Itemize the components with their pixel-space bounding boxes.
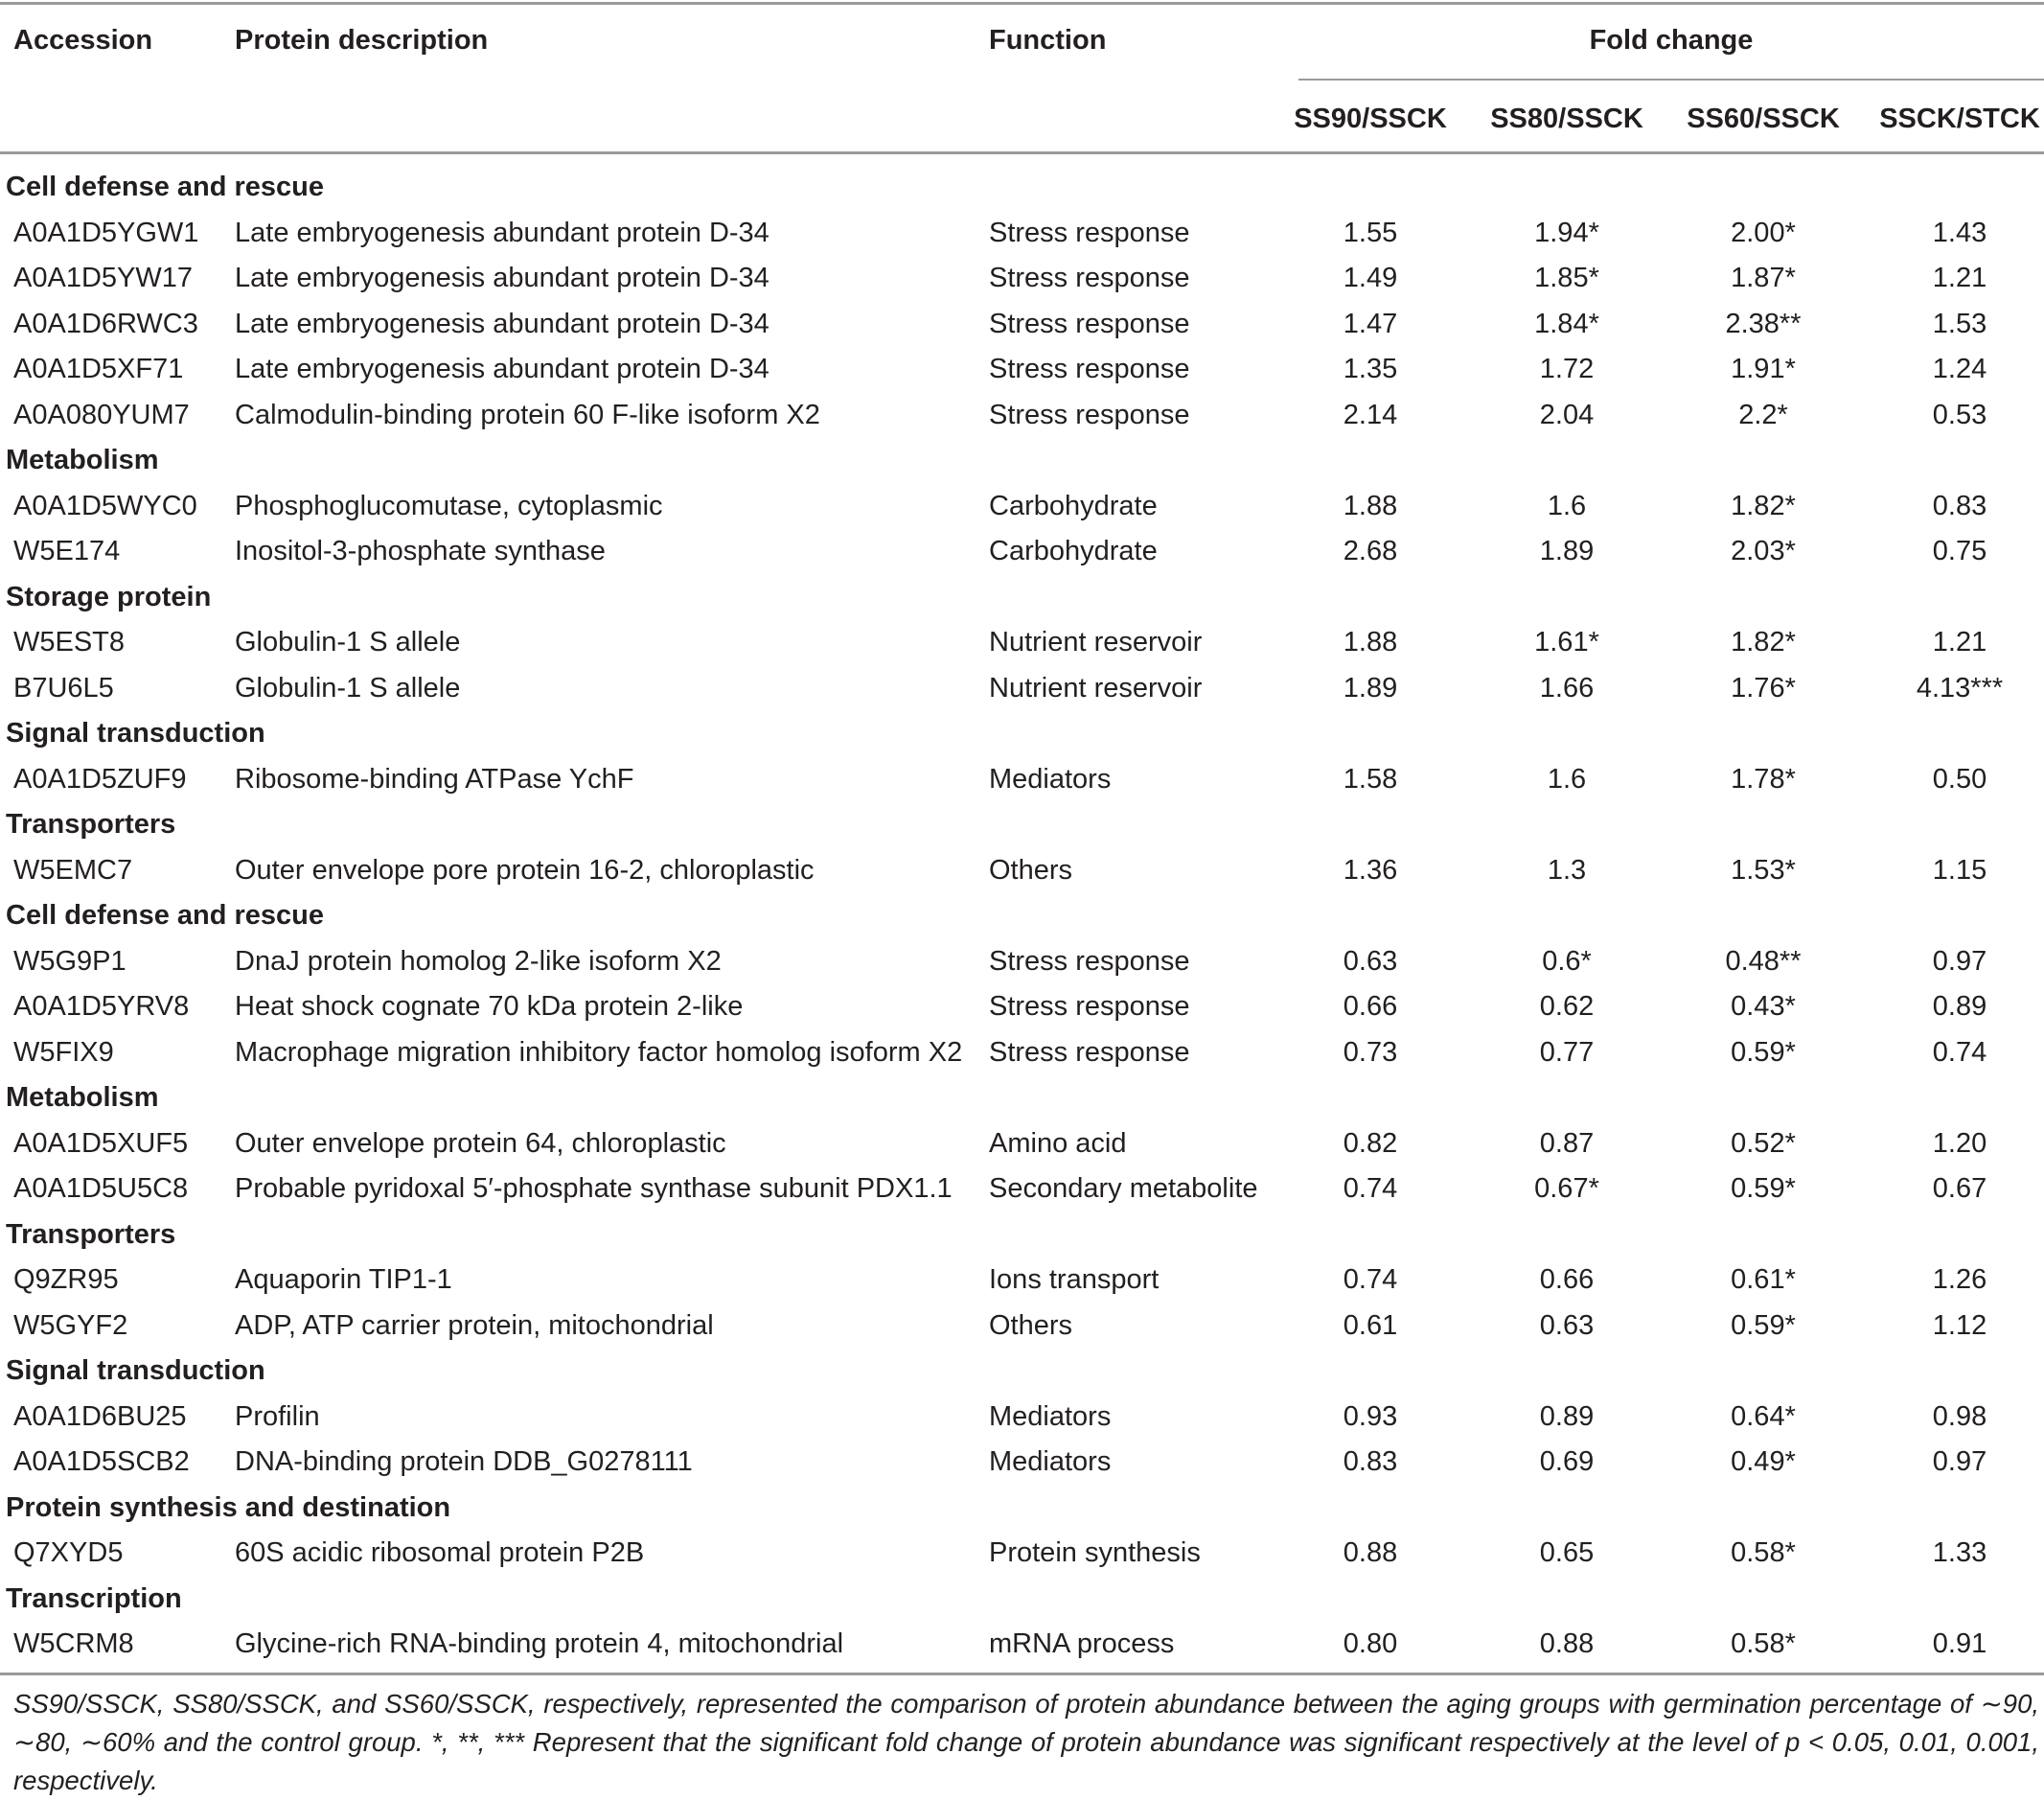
ss80-ssck-cell: 0.67*: [1534, 1173, 1599, 1204]
ss80-ssck-cell: 1.85*: [1534, 263, 1599, 293]
accession-cell: W5CRM8: [13, 1628, 134, 1659]
fold-change-rule: [1298, 79, 2044, 81]
function-cell: Secondary metabolite: [989, 1173, 1258, 1204]
function-cell: Protein synthesis: [989, 1537, 1201, 1568]
ssck-stck-cell: 0.53: [1932, 399, 1987, 430]
header-ssck-stck: SSCK/STCK: [1879, 104, 2040, 134]
ss80-ssck-cell: 1.61*: [1534, 627, 1599, 658]
bottom-rule: [0, 1673, 2044, 1675]
ss90-ssck-cell: 0.63: [1343, 945, 1398, 977]
ss60-ssck-cell: 1.53*: [1731, 854, 1796, 886]
ss60-ssck-cell: 0.48**: [1725, 945, 1802, 977]
ssck-stck-cell: 4.13***: [1916, 672, 2004, 704]
ss60-ssck-cell: 1.82*: [1731, 627, 1796, 658]
protein-description-cell: Probable pyridoxal 5′-phosphate synthase subunit PDX1.1: [235, 1173, 953, 1204]
ssck-stck-cell: 1.26: [1932, 1264, 1987, 1295]
protein-description-cell: DNA-binding protein DDB_G0278111: [235, 1446, 693, 1477]
ssck-stck-cell: 0.98: [1932, 1400, 1987, 1432]
header-fold-change: Fold change: [1589, 25, 1754, 56]
protein-description-cell: Profilin: [235, 1400, 320, 1432]
ss90-ssck-cell: 2.14: [1343, 399, 1398, 430]
ss90-ssck-cell: 0.82: [1343, 1127, 1398, 1159]
function-cell: Stress response: [989, 1036, 1190, 1068]
accession-cell: W5EMC7: [13, 854, 133, 886]
ss80-ssck-cell: 1.94*: [1534, 217, 1599, 248]
category-heading: Metabolism: [6, 445, 159, 475]
ssck-stck-cell: 0.97: [1932, 1446, 1987, 1477]
accession-cell: A0A1D5SCB2: [13, 1446, 190, 1477]
ss90-ssck-cell: 1.89: [1343, 672, 1398, 704]
ssck-stck-cell: 1.33: [1932, 1537, 1987, 1568]
ss60-ssck-cell: 0.43*: [1731, 991, 1796, 1022]
accession-cell: A0A1D5U5C8: [13, 1173, 189, 1204]
ss80-ssck-cell: 2.04: [1539, 399, 1595, 430]
function-cell: Others: [989, 1309, 1073, 1341]
ss90-ssck-cell: 0.80: [1343, 1628, 1398, 1659]
ss90-ssck-cell: 1.35: [1343, 354, 1398, 384]
protein-description-cell: Macrophage migration inhibitory factor homolog isoform X2: [235, 1036, 963, 1068]
protein-description-cell: Outer envelope protein 64, chloroplastic: [235, 1127, 726, 1159]
protein-description-cell: DnaJ protein homolog 2-like isoform X2: [235, 945, 722, 977]
header-protein-description: Protein description: [235, 25, 489, 56]
accession-cell: A0A1D5YW17: [13, 263, 193, 293]
accession-cell: A0A1D5ZUF9: [13, 763, 187, 795]
protein-description-cell: Late embryogenesis abundant protein D-34: [235, 354, 769, 384]
ssck-stck-cell: 1.53: [1932, 308, 1987, 339]
ss90-ssck-cell: 1.49: [1343, 263, 1398, 293]
ss60-ssck-cell: 0.59*: [1731, 1173, 1796, 1204]
ss60-ssck-cell: 2.2*: [1738, 399, 1788, 430]
header-ss60-ssck: SS60/SSCK: [1687, 104, 1840, 134]
ss60-ssck-cell: 0.58*: [1731, 1628, 1796, 1659]
accession-cell: A0A1D5XUF5: [13, 1127, 189, 1159]
protein-description-cell: Aquaporin TIP1-1: [235, 1264, 452, 1295]
ss90-ssck-cell: 1.88: [1343, 490, 1398, 521]
ss90-ssck-cell: 1.88: [1343, 627, 1398, 658]
ss80-ssck-cell: 1.66: [1539, 672, 1595, 704]
protein-description-cell: Late embryogenesis abundant protein D-34: [235, 308, 769, 339]
ss60-ssck-cell: 2.03*: [1731, 536, 1796, 566]
table-footnote: SS90/SSCK, SS80/SSCK, and SS60/SSCK, respectively, represented the comparison of protein abundance between the aging groups with germination percentage of ∼90, ∼80, ∼60% and the control group. *, **, *** Represent that the significant fold change of protein abundance was significant respectively at the level of p < 0.05, 0.01, 0.001, respectively.: [13, 1689, 2039, 1795]
function-cell: Stress response: [989, 217, 1190, 248]
ss80-ssck-cell: 0.89: [1539, 1400, 1595, 1432]
top-rule: [0, 2, 2044, 5]
function-cell: Stress response: [989, 399, 1190, 430]
category-heading: Signal transduction: [6, 718, 265, 749]
ssck-stck-cell: 1.43: [1932, 217, 1987, 248]
protein-description-cell: Late embryogenesis abundant protein D-34: [235, 263, 769, 293]
function-cell: Stress response: [989, 354, 1190, 384]
ss80-ssck-cell: 0.77: [1539, 1036, 1595, 1068]
protein-description-cell: Heat shock cognate 70 kDa protein 2-like: [235, 991, 744, 1022]
protein-description-cell: Inositol-3-phosphate synthase: [235, 536, 606, 566]
function-cell: Amino acid: [989, 1127, 1127, 1159]
ssck-stck-cell: 0.74: [1932, 1036, 1987, 1068]
protein-description-cell: Globulin-1 S allele: [235, 672, 461, 704]
ss90-ssck-cell: 0.73: [1343, 1036, 1398, 1068]
accession-cell: A0A080YUM7: [13, 399, 190, 430]
protein-description-cell: Calmodulin-binding protein 60 F-like isoform X2: [235, 399, 820, 430]
ssck-stck-cell: 1.21: [1932, 627, 1987, 658]
category-heading: Metabolism: [6, 1082, 159, 1113]
accession-cell: W5GYF2: [13, 1309, 128, 1341]
ss90-ssck-cell: 0.66: [1343, 991, 1398, 1022]
ss80-ssck-cell: 1.6: [1547, 763, 1587, 795]
ss90-ssck-cell: 0.74: [1343, 1173, 1398, 1204]
ss60-ssck-cell: 0.52*: [1731, 1127, 1796, 1159]
ss60-ssck-cell: 0.49*: [1731, 1446, 1796, 1477]
accession-cell: Q7XYD5: [13, 1537, 124, 1568]
ssck-stck-cell: 1.12: [1932, 1309, 1987, 1341]
ss90-ssck-cell: 1.47: [1343, 308, 1398, 339]
accession-cell: A0A1D6RWC3: [13, 308, 198, 339]
protein-description-cell: Outer envelope pore protein 16-2, chloroplastic: [235, 854, 815, 886]
accession-cell: A0A1D5XF71: [13, 354, 184, 384]
ss90-ssck-cell: 0.88: [1343, 1537, 1398, 1568]
accession-cell: A0A1D6BU25: [13, 1400, 187, 1432]
accession-cell: Q9ZR95: [13, 1264, 119, 1295]
ss60-ssck-cell: 0.59*: [1731, 1309, 1796, 1341]
ss80-ssck-cell: 0.65: [1539, 1537, 1595, 1568]
ss80-ssck-cell: 1.89: [1539, 536, 1595, 566]
function-cell: Mediators: [989, 1400, 1112, 1432]
ss60-ssck-cell: 1.82*: [1731, 490, 1796, 521]
header-ss80-ssck: SS80/SSCK: [1490, 104, 1643, 134]
accession-cell: W5E174: [13, 536, 121, 566]
ss90-ssck-cell: 1.55: [1343, 217, 1398, 248]
accession-cell: W5FIX9: [13, 1036, 114, 1068]
ss80-ssck-cell: 0.63: [1539, 1309, 1595, 1341]
function-cell: Ions transport: [989, 1264, 1160, 1295]
ss90-ssck-cell: 0.93: [1343, 1400, 1398, 1432]
accession-cell: W5EST8: [13, 627, 126, 658]
header-bottom-rule: [0, 151, 2044, 154]
ss80-ssck-cell: 1.84*: [1534, 308, 1599, 339]
ssck-stck-cell: 0.89: [1932, 991, 1987, 1022]
ss60-ssck-cell: 1.76*: [1731, 672, 1796, 704]
header-accession: Accession: [13, 25, 153, 56]
category-heading: Signal transduction: [6, 1355, 265, 1386]
protein-description-cell: Glycine-rich RNA-binding protein 4, mitochondrial: [235, 1628, 844, 1659]
protein-description-cell: Late embryogenesis abundant protein D-34: [235, 217, 769, 248]
ssck-stck-cell: 1.21: [1932, 263, 1987, 293]
function-cell: Carbohydrate: [989, 536, 1158, 566]
ss60-ssck-cell: 2.00*: [1731, 217, 1796, 248]
ss80-ssck-cell: 0.87: [1539, 1127, 1595, 1159]
ss80-ssck-cell: 1.72: [1539, 354, 1595, 384]
category-heading: Transporters: [6, 809, 176, 840]
ss90-ssck-cell: 1.36: [1343, 854, 1398, 886]
ss80-ssck-cell: 0.69: [1539, 1446, 1595, 1477]
ss80-ssck-cell: 0.62: [1539, 991, 1595, 1022]
function-cell: Stress response: [989, 991, 1190, 1022]
ss60-ssck-cell: 0.64*: [1731, 1400, 1796, 1432]
category-heading: Transporters: [6, 1218, 176, 1250]
accession-cell: A0A1D5WYC0: [13, 490, 197, 521]
ss60-ssck-cell: 2.38**: [1725, 308, 1802, 339]
ss80-ssck-cell: 1.6: [1547, 490, 1587, 521]
ssck-stck-cell: 0.50: [1932, 763, 1987, 795]
ss90-ssck-cell: 0.83: [1343, 1446, 1398, 1477]
ss90-ssck-cell: 0.74: [1343, 1264, 1398, 1295]
protein-description-cell: 60S acidic ribosomal protein P2B: [235, 1537, 645, 1568]
ss60-ssck-cell: 0.61*: [1731, 1264, 1796, 1295]
accession-cell: B7U6L5: [13, 672, 114, 704]
ss60-ssck-cell: 0.59*: [1731, 1036, 1796, 1068]
ss90-ssck-cell: 1.58: [1343, 763, 1398, 795]
ss80-ssck-cell: 0.6*: [1542, 945, 1592, 977]
header-ss90-sscK: SS90/SSCK: [1294, 104, 1447, 134]
function-cell: Carbohydrate: [989, 490, 1158, 521]
category-heading: Protein synthesis and destination: [6, 1491, 451, 1523]
function-cell: Mediators: [989, 1446, 1112, 1477]
ssck-stck-cell: 0.91: [1932, 1628, 1987, 1659]
ssck-stck-cell: 0.67: [1932, 1173, 1987, 1204]
function-cell: Mediators: [989, 763, 1112, 795]
ssck-stck-cell: 1.15: [1932, 854, 1987, 886]
accession-cell: A0A1D5YGW1: [13, 217, 199, 248]
ssck-stck-cell: 0.97: [1932, 945, 1987, 977]
ss80-ssck-cell: 0.66: [1539, 1264, 1595, 1295]
function-cell: Stress response: [989, 945, 1190, 977]
function-cell: Stress response: [989, 263, 1190, 293]
ssck-stck-cell: 0.75: [1932, 536, 1987, 566]
category-heading: Cell defense and rescue: [6, 900, 325, 931]
header-function: Function: [989, 25, 1107, 56]
protein-description-cell: ADP, ATP carrier protein, mitochondrial: [235, 1309, 714, 1341]
category-heading: Cell defense and rescue: [6, 172, 325, 202]
function-cell: Others: [989, 854, 1073, 886]
ss90-ssck-cell: 2.68: [1343, 536, 1398, 566]
ssck-stck-cell: 0.83: [1932, 490, 1987, 521]
ss80-ssck-cell: 0.88: [1539, 1628, 1595, 1659]
category-heading: Transcription: [6, 1582, 182, 1614]
protein-description-cell: Phosphoglucomutase, cytoplasmic: [235, 490, 663, 521]
ss60-ssck-cell: 0.58*: [1731, 1537, 1796, 1568]
protein-description-cell: Ribosome-binding ATPase YchF: [235, 763, 634, 795]
ss60-ssck-cell: 1.78*: [1731, 763, 1796, 795]
ss60-ssck-cell: 1.91*: [1731, 354, 1796, 384]
accession-cell: A0A1D5YRV8: [13, 991, 190, 1022]
ssck-stck-cell: 1.24: [1932, 354, 1987, 384]
function-cell: Nutrient reservoir: [989, 627, 1203, 658]
accession-cell: W5G9P1: [13, 945, 126, 977]
function-cell: Nutrient reservoir: [989, 672, 1203, 704]
function-cell: Stress response: [989, 308, 1190, 339]
ss80-ssck-cell: 1.3: [1547, 854, 1587, 886]
ssck-stck-cell: 1.20: [1932, 1127, 1987, 1159]
category-heading: Storage protein: [6, 581, 212, 612]
ss90-ssck-cell: 0.61: [1343, 1309, 1398, 1341]
protein-description-cell: Globulin-1 S allele: [235, 627, 461, 658]
ss60-ssck-cell: 1.87*: [1731, 263, 1796, 293]
function-cell: mRNA process: [989, 1628, 1175, 1659]
